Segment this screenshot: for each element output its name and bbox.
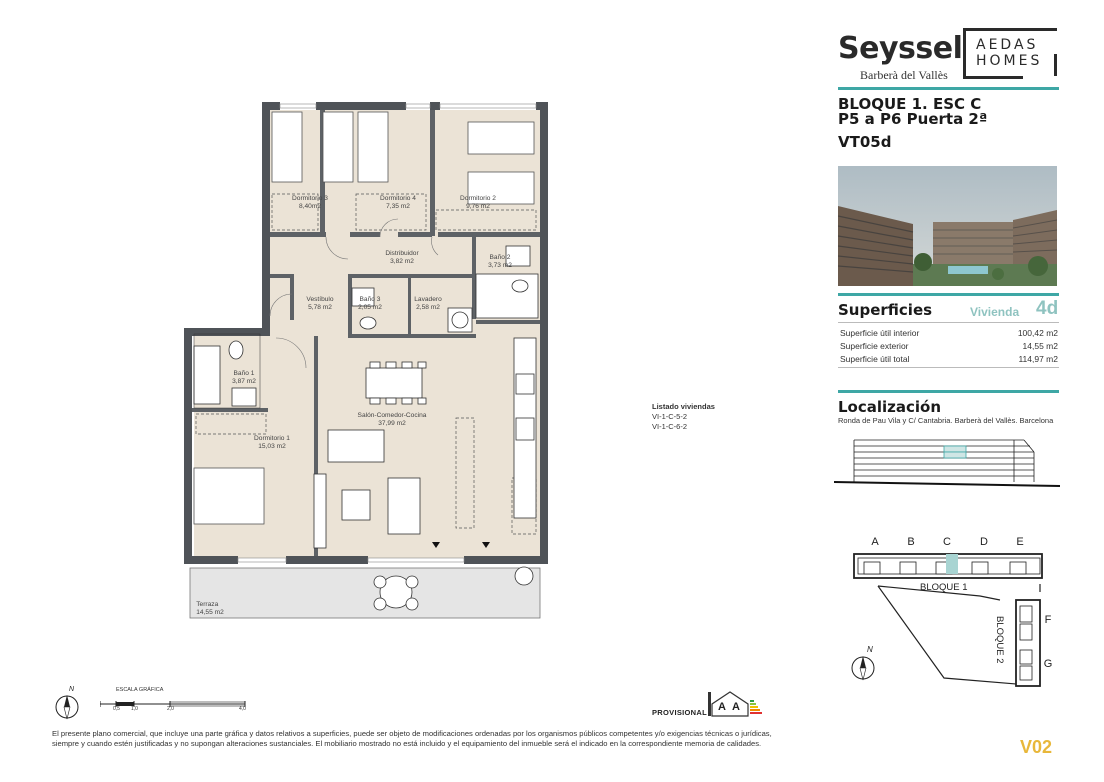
site-bloque1-label: BLOQUE 1: [920, 582, 968, 593]
room-area: 3,73 m2: [488, 262, 512, 269]
localizacion-divider: [838, 390, 1059, 393]
room-bano-1: [232, 370, 256, 386]
compass-icon: [52, 688, 82, 722]
localizacion-address: Ronda de Pau Vila y C/ Cantabria. Barberà del Vallès. Barcelona: [838, 416, 1054, 425]
surface-row: [840, 328, 1058, 341]
room-name: Dormitorio 1: [254, 435, 290, 442]
building-elevation: [834, 430, 1060, 494]
room-area: 37,99 m2: [378, 420, 406, 427]
unit-block-title: [838, 97, 987, 127]
site-plan: [840, 534, 1060, 694]
unit-block-line1: BLOQUE 1. ESC C: [838, 95, 982, 113]
superficies-title: Superficies: [838, 301, 933, 319]
site-letter-e: E: [1016, 536, 1024, 548]
room-dormitorio-2: [460, 195, 496, 211]
scale-tick: 4,0: [239, 706, 246, 712]
room-bano-2: [488, 254, 512, 270]
brand-location: Barberà del Vallès: [860, 68, 948, 82]
legal-disclaimer: El presente plano comercial, que incluye una parte gráfica y datos relativos a superficies, puede ser objeto de modificaciones ordenadas por los organismos públicos competentes y/o exigencias técnicas o jurídicas, siempre y cuando estén justificadas y no supongan alteraciones sustanciales. El mobiliario mostrado no está incluido y el equipamiento del inmueble será el indicado en la correspondiente memoria de calidades.: [52, 729, 772, 748]
energy-rating-badge: [708, 690, 764, 718]
scale-title: ESCALA GRÁFICA: [116, 687, 164, 693]
room-area: 8,40m2: [298, 203, 321, 210]
scale-bar: [100, 700, 250, 720]
listado-title: Listado viviendas: [652, 402, 715, 411]
site-letter-g: G: [1043, 658, 1053, 670]
superficies-rule: [838, 322, 1059, 323]
room-name: Lavadero: [414, 296, 442, 303]
surface-value: 100,42 m2: [1017, 328, 1058, 338]
brand-logo: Seyssel: [838, 31, 963, 66]
listado-item: VI-1-C-5-2: [652, 412, 688, 421]
room-area: 5,78 m2: [308, 304, 332, 311]
superficies-divider: [838, 293, 1059, 296]
site-letter-d: D: [980, 536, 988, 548]
room-name: Dormitorio 3: [292, 195, 328, 202]
building-photo: [838, 166, 1057, 286]
room-area: 7,35 m2: [386, 203, 410, 210]
localizacion-title: Localización: [838, 398, 942, 416]
site-letter-b: B: [907, 536, 915, 548]
unit-block-line2: P5 a P6 Puerta 2ª: [838, 110, 988, 128]
room-area: 14,55 m2: [196, 609, 224, 616]
surface-value: 14,55 m2: [1022, 341, 1058, 351]
room-name: Baño 2: [489, 254, 511, 261]
scale-tick: 1,0: [131, 706, 138, 712]
vivienda-code: 4d: [1036, 298, 1059, 319]
room-area: 2,58 m2: [416, 304, 440, 311]
surface-value: 114,97 m2: [1018, 354, 1058, 364]
room-name: Terraza: [196, 601, 219, 608]
room-area: 3,87 m2: [232, 378, 256, 385]
site-letter-f: F: [1044, 614, 1052, 626]
room-salon-comedor-cocina: [358, 412, 427, 428]
room-lavadero: [414, 296, 442, 312]
room-area: 9,76 m2: [466, 203, 490, 210]
surface-row: [840, 341, 1058, 354]
site-letter-c: C: [943, 536, 951, 548]
room-dormitorio-4: [380, 195, 416, 211]
partner-logo: [976, 37, 1042, 69]
site-bloque2-label: BLOQUE 2: [994, 616, 1005, 664]
header-divider: [838, 87, 1059, 90]
room-name: Distribuidor: [385, 250, 419, 257]
site-north-label: N: [867, 645, 873, 654]
room-name: Vestíbulo: [306, 296, 334, 303]
compass-north-label: N: [69, 686, 75, 693]
room-name: Dormitorio 4: [380, 195, 416, 202]
unit-code: VT05d: [838, 133, 892, 151]
energy-rating-letter: A: [718, 701, 726, 713]
surface-label: Superficie exterior: [840, 341, 909, 351]
room-area: 15,03 m2: [258, 443, 286, 450]
partner-logo-line2: HOMES: [976, 53, 1043, 69]
superficies-rule-bottom: [838, 367, 1059, 368]
provisional-label: PROVISIONAL: [652, 708, 707, 717]
scale-tick: 2,0: [167, 706, 174, 712]
floor-plan: [180, 98, 560, 628]
energy-rating-letter: A: [732, 701, 740, 713]
room-name: Baño 1: [233, 370, 255, 377]
room-bano-3: [358, 296, 382, 312]
room-distribuidor: [385, 250, 418, 266]
site-letter-a: A: [871, 536, 879, 548]
surface-row: [840, 354, 1058, 367]
partner-logo-line1: AEDAS: [976, 37, 1039, 53]
vivienda-label: Vivienda: [970, 305, 1020, 319]
room-dormitorio-3: [292, 195, 328, 211]
surface-label: Superficie útil total: [840, 354, 910, 364]
room-dormitorio-1: [254, 435, 290, 451]
room-name: Baño 3: [359, 296, 381, 303]
version-label: V02: [1020, 737, 1053, 757]
room-name: Salón-Comedor-Cocina: [357, 412, 427, 419]
listado-item: VI-1-C-6-2: [652, 422, 688, 431]
room-name: Dormitorio 2: [460, 195, 496, 202]
surface-label: Superficie útil interior: [840, 328, 920, 338]
room-area: 3,82 m2: [390, 258, 414, 265]
listado-viviendas: [652, 402, 715, 432]
room-area: 2,05 m2: [358, 304, 382, 311]
scale-tick: 0,5: [113, 706, 120, 712]
room-terraza: [196, 601, 224, 617]
room-vestibulo: [306, 296, 333, 312]
